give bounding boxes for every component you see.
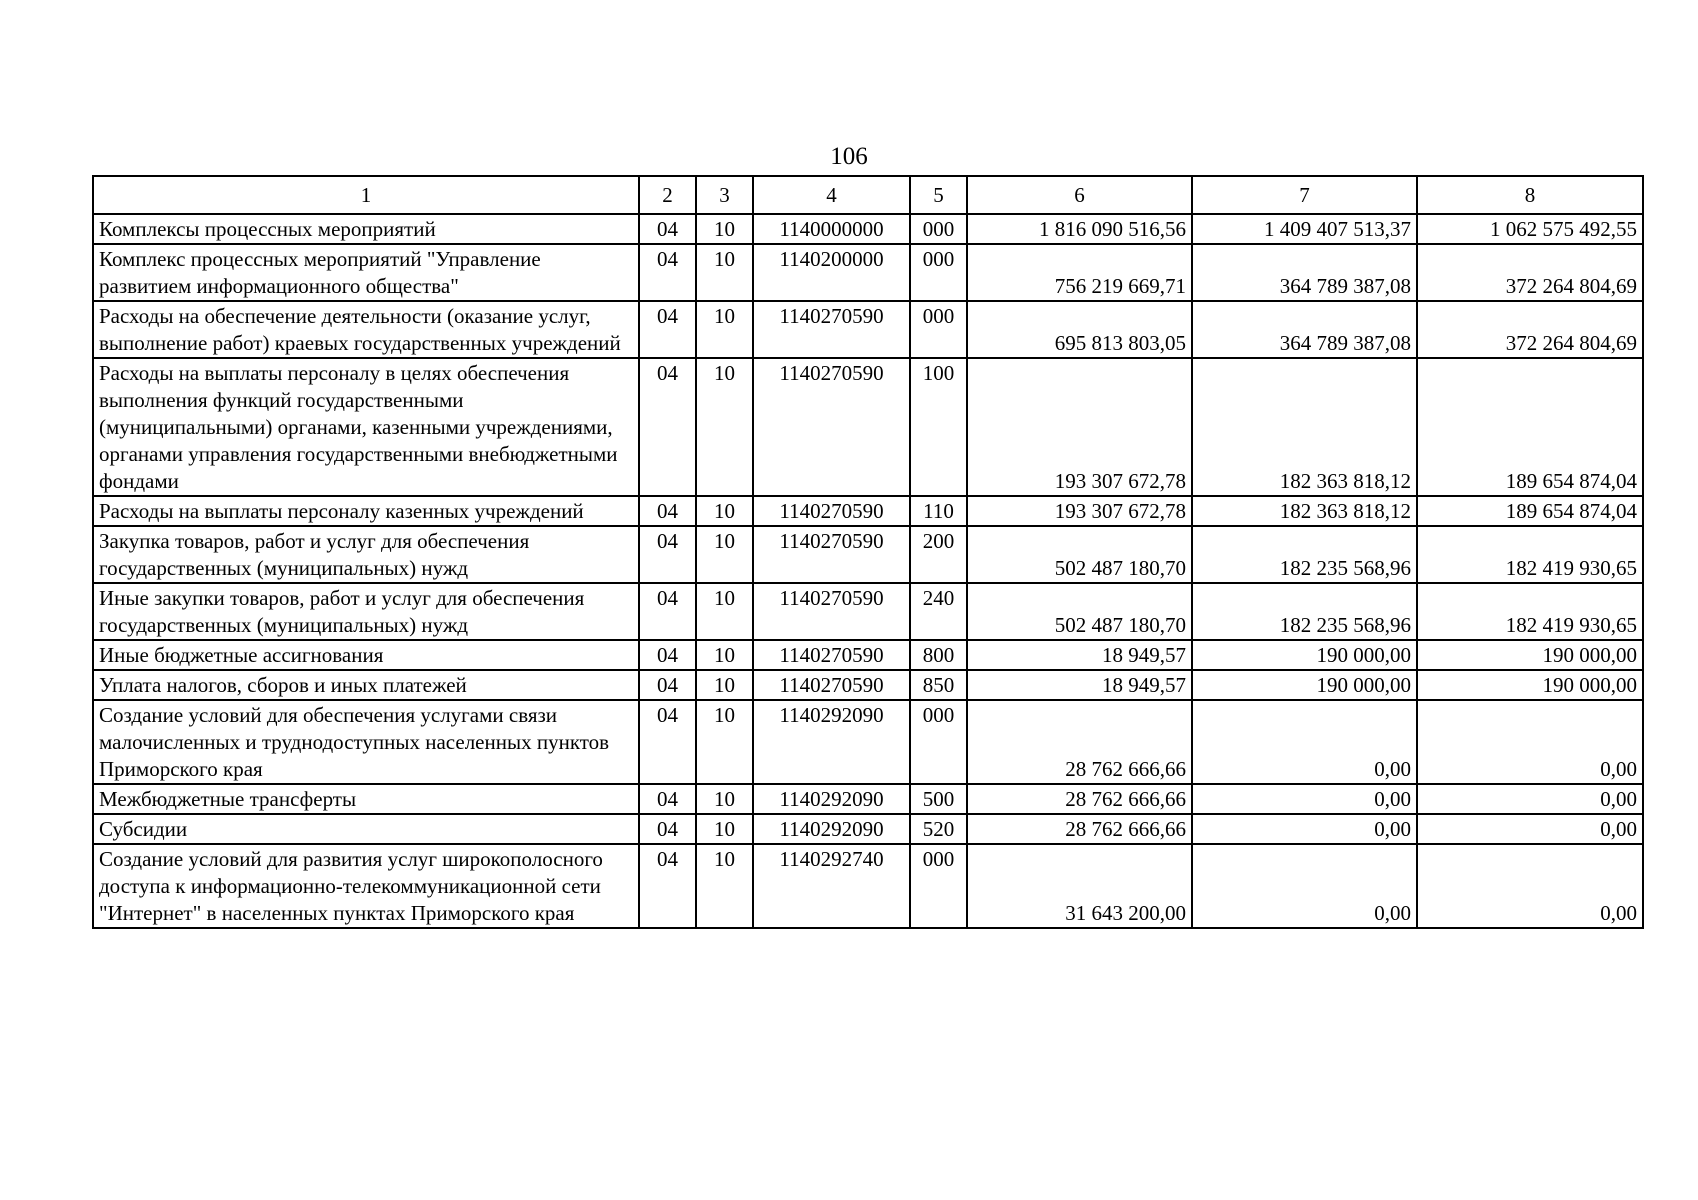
row-amount-col8: 190 000,00 (1417, 640, 1643, 670)
row-amount-col8: 182 419 930,65 (1417, 526, 1643, 583)
row-amount-col7: 0,00 (1192, 700, 1417, 784)
row-section-code: 04 (639, 526, 696, 583)
row-expense-type-code: 800 (910, 640, 967, 670)
row-target-article-code: 1140270590 (753, 496, 910, 526)
row-name: Создание условий для обеспечения услугами связи малочисленных и труднодоступных населенных пунктов Приморского края (93, 700, 639, 784)
row-amount-col7: 364 789 387,08 (1192, 301, 1417, 358)
row-amount-col6: 18 949,57 (967, 670, 1192, 700)
table-row (93, 496, 1643, 526)
row-subsection-code: 10 (696, 496, 753, 526)
row-section-code: 04 (639, 784, 696, 814)
row-name: Межбюджетные трансферты (93, 784, 639, 814)
row-target-article-code: 1140270590 (753, 640, 910, 670)
row-amount-col7: 182 235 568,96 (1192, 526, 1417, 583)
row-name: Уплата налогов, сборов и иных платежей (93, 670, 639, 700)
row-amount-col6: 28 762 666,66 (967, 700, 1192, 784)
row-amount-col8: 1 062 575 492,55 (1417, 214, 1643, 244)
row-expense-type-code: 520 (910, 814, 967, 844)
row-target-article-code: 1140200000 (753, 244, 910, 301)
row-subsection-code: 10 (696, 700, 753, 784)
row-amount-col8: 0,00 (1417, 700, 1643, 784)
table-row (93, 583, 1643, 640)
row-subsection-code: 10 (696, 583, 753, 640)
row-amount-col7: 0,00 (1192, 814, 1417, 844)
row-section-code: 04 (639, 301, 696, 358)
row-name: Субсидии (93, 814, 639, 844)
row-amount-col7: 190 000,00 (1192, 640, 1417, 670)
row-section-code: 04 (639, 640, 696, 670)
row-expense-type-code: 000 (910, 214, 967, 244)
column-number-row (93, 176, 1643, 214)
row-amount-col7: 182 363 818,12 (1192, 496, 1417, 526)
row-expense-type-code: 850 (910, 670, 967, 700)
row-amount-col6: 193 307 672,78 (967, 358, 1192, 496)
row-amount-col8: 0,00 (1417, 844, 1643, 928)
row-name: Расходы на выплаты персоналу в целях обеспечения выполнения функций государственными (муниципальными) органами, казенными учреждениями, органами управления государственными внебюджетными фондами (93, 358, 639, 496)
row-section-code: 04 (639, 496, 696, 526)
table-row (93, 670, 1643, 700)
column-header-1: 1 (93, 176, 639, 214)
row-name: Иные закупки товаров, работ и услуг для обеспечения государственных (муниципальных) нужд (93, 583, 639, 640)
row-name: Комплекс процессных мероприятий "Управление развитием информационного общества" (93, 244, 639, 301)
column-header-5: 5 (910, 176, 967, 214)
row-name: Иные бюджетные ассигнования (93, 640, 639, 670)
row-section-code: 04 (639, 214, 696, 244)
row-expense-type-code: 100 (910, 358, 967, 496)
table-row (93, 640, 1643, 670)
row-subsection-code: 10 (696, 844, 753, 928)
row-target-article-code: 1140292090 (753, 784, 910, 814)
row-expense-type-code: 110 (910, 496, 967, 526)
row-amount-col6: 31 643 200,00 (967, 844, 1192, 928)
table-row (93, 358, 1643, 496)
column-header-7: 7 (1192, 176, 1417, 214)
row-amount-col7: 0,00 (1192, 844, 1417, 928)
row-section-code: 04 (639, 814, 696, 844)
row-target-article-code: 1140270590 (753, 526, 910, 583)
table-row (93, 526, 1643, 583)
row-section-code: 04 (639, 358, 696, 496)
row-target-article-code: 1140270590 (753, 358, 910, 496)
row-amount-col7: 0,00 (1192, 784, 1417, 814)
row-target-article-code: 1140292740 (753, 844, 910, 928)
row-section-code: 04 (639, 700, 696, 784)
row-subsection-code: 10 (696, 640, 753, 670)
row-amount-col8: 372 264 804,69 (1417, 244, 1643, 301)
row-amount-col8: 372 264 804,69 (1417, 301, 1643, 358)
row-subsection-code: 10 (696, 670, 753, 700)
table-row (93, 814, 1643, 844)
table-row (93, 301, 1643, 358)
row-amount-col7: 364 789 387,08 (1192, 244, 1417, 301)
row-expense-type-code: 000 (910, 301, 967, 358)
row-amount-col8: 0,00 (1417, 814, 1643, 844)
column-header-3: 3 (696, 176, 753, 214)
row-expense-type-code: 000 (910, 700, 967, 784)
row-amount-col6: 28 762 666,66 (967, 814, 1192, 844)
table-row (93, 244, 1643, 301)
row-subsection-code: 10 (696, 814, 753, 844)
row-amount-col7: 182 235 568,96 (1192, 583, 1417, 640)
budget-table (92, 175, 1644, 929)
column-header-8: 8 (1417, 176, 1643, 214)
table-row (93, 700, 1643, 784)
column-header-2: 2 (639, 176, 696, 214)
row-name: Расходы на выплаты персоналу казенных учреждений (93, 496, 639, 526)
column-header-4: 4 (753, 176, 910, 214)
row-amount-col6: 18 949,57 (967, 640, 1192, 670)
row-target-article-code: 1140270590 (753, 301, 910, 358)
row-amount-col8: 182 419 930,65 (1417, 583, 1643, 640)
row-amount-col7: 182 363 818,12 (1192, 358, 1417, 496)
row-subsection-code: 10 (696, 214, 753, 244)
row-section-code: 04 (639, 844, 696, 928)
row-target-article-code: 1140270590 (753, 583, 910, 640)
column-header-6: 6 (967, 176, 1192, 214)
row-amount-col6: 756 219 669,71 (967, 244, 1192, 301)
row-amount-col6: 193 307 672,78 (967, 496, 1192, 526)
row-target-article-code: 1140292090 (753, 700, 910, 784)
row-amount-col7: 190 000,00 (1192, 670, 1417, 700)
row-amount-col8: 0,00 (1417, 784, 1643, 814)
table-body (93, 214, 1643, 928)
row-target-article-code: 1140270590 (753, 670, 910, 700)
row-name: Расходы на обеспечение деятельности (оказание услуг, выполнение работ) краевых государственных учреждений (93, 301, 639, 358)
row-amount-col6: 28 762 666,66 (967, 784, 1192, 814)
page-number: 106 (830, 143, 868, 170)
row-expense-type-code: 000 (910, 244, 967, 301)
table-row (93, 784, 1643, 814)
row-section-code: 04 (639, 583, 696, 640)
row-expense-type-code: 200 (910, 526, 967, 583)
row-name: Закупка товаров, работ и услуг для обеспечения государственных (муниципальных) нужд (93, 526, 639, 583)
row-subsection-code: 10 (696, 358, 753, 496)
row-section-code: 04 (639, 670, 696, 700)
row-amount-col6: 695 813 803,05 (967, 301, 1192, 358)
row-subsection-code: 10 (696, 301, 753, 358)
row-section-code: 04 (639, 244, 696, 301)
row-amount-col6: 502 487 180,70 (967, 526, 1192, 583)
row-amount-col6: 1 816 090 516,56 (967, 214, 1192, 244)
row-expense-type-code: 000 (910, 844, 967, 928)
row-name: Комплексы процессных мероприятий (93, 214, 639, 244)
row-amount-col6: 502 487 180,70 (967, 583, 1192, 640)
row-target-article-code: 1140000000 (753, 214, 910, 244)
row-amount-col7: 1 409 407 513,37 (1192, 214, 1417, 244)
row-subsection-code: 10 (696, 784, 753, 814)
table-row (93, 214, 1643, 244)
row-subsection-code: 10 (696, 526, 753, 583)
row-amount-col8: 190 000,00 (1417, 670, 1643, 700)
row-target-article-code: 1140292090 (753, 814, 910, 844)
row-amount-col8: 189 654 874,04 (1417, 496, 1643, 526)
row-amount-col8: 189 654 874,04 (1417, 358, 1643, 496)
row-expense-type-code: 240 (910, 583, 967, 640)
row-subsection-code: 10 (696, 244, 753, 301)
row-expense-type-code: 500 (910, 784, 967, 814)
table-row (93, 844, 1643, 928)
row-name: Создание условий для развития услуг широкополосного доступа к информационно-телекоммуникационной сети "Интернет" в населенных пунктах Приморского края (93, 844, 639, 928)
